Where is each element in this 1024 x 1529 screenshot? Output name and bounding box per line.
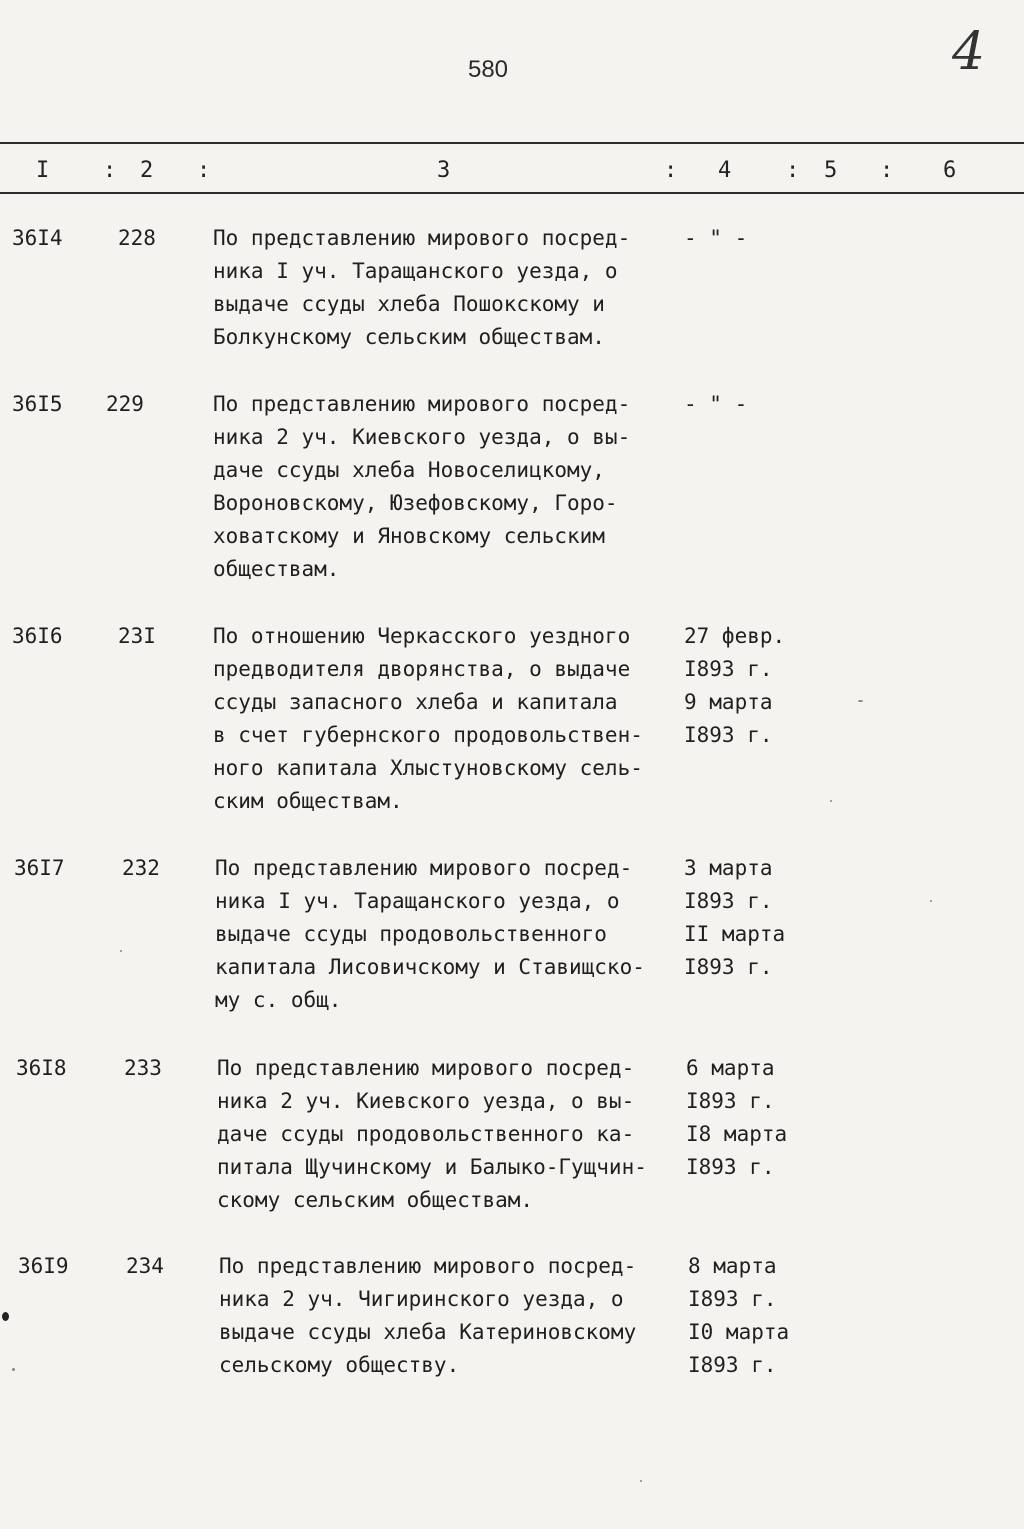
date-line: 8 марта [688,1254,777,1278]
description-line: ного капитала Хлыстуновскому сель- [213,756,643,780]
description-line: ника 2 уч. Чигиринского уезда, о [219,1287,624,1311]
date-line: I893 г. [684,657,773,681]
description-line: ника I уч. Таращанского уезда, о [213,259,618,283]
entry-description [217,1052,687,1217]
date-line: I893 г. [684,889,773,913]
scan-speck [858,700,863,702]
entry-number: 36I4 [12,226,63,250]
entry-sheet: 233 [124,1056,162,1080]
description-line: По представлению мирового посред- [219,1254,637,1278]
scan-speck [12,1368,15,1371]
description-line: ховатскому и Яновскому сельским [213,524,605,548]
description-line: даче ссуды продовольственного ка- [217,1122,635,1146]
description-line: предводителя дворянства, о выдаче [213,657,631,681]
description-line: Болкунскому сельским обществам. [213,325,605,349]
description-line: ским обществам. [213,789,403,813]
entry-description [213,620,683,818]
description-line: в счет губернского продовольствен- [213,723,643,747]
date-line: I893 г. [686,1089,775,1113]
entry-dates [686,1052,826,1184]
column-separator: : [880,158,894,183]
entry-sheet: 228 [118,226,156,250]
date-line: I893 г. [686,1155,775,1179]
date-line: - " - [684,392,748,416]
column-header-6: 6 [943,158,957,183]
description-line: По представлению мирового посред- [215,856,633,880]
date-line: I893 г. [684,955,773,979]
entry-dates [684,620,824,752]
entry-sheet: 229 [106,392,144,416]
description-line: капитала Лисовичскому и Ставищско- [215,955,645,979]
column-header-4: 4 [718,158,732,183]
column-header-1: I [36,158,50,183]
entry-dates [688,1250,828,1382]
scan-speck [640,1480,642,1482]
date-line: 6 марта [686,1056,775,1080]
column-separator: : [197,158,211,183]
description-line: По представлению мирового посред- [213,392,631,416]
entry-number: 36I8 [16,1056,67,1080]
description-line: питала Щучинскому и Балыко-Гущчин- [217,1155,647,1179]
folio-number: 4 [952,22,986,82]
entry-description [215,852,685,1017]
entry-number: 36I5 [12,392,63,416]
header-rule-top [0,142,1024,144]
description-line: сельскому обществу. [219,1353,460,1377]
column-separator: : [103,158,117,183]
date-line: I893 г. [688,1287,777,1311]
description-line: му с. общ. [215,988,342,1012]
entry-number: 36I6 [12,624,63,648]
description-line: выдаче ссуды хлеба Пошокскому и [213,292,605,316]
description-line: ника 2 уч. Киевского уезда, о вы- [213,425,631,449]
header-rule-bottom [0,192,1024,194]
description-line: обществам. [213,557,340,581]
date-line: II марта [684,922,786,946]
column-separator: : [786,158,800,183]
description-line: скому сельским обществам. [217,1188,534,1212]
entry-dates [684,852,824,984]
entry-sheet: 23I [118,624,156,648]
column-header-5: 5 [824,158,838,183]
description-line: Вороновскому, Юзефовскому, Горо- [213,491,618,515]
description-line: По представлению мирового посред- [217,1056,635,1080]
entry-dates [684,222,824,255]
description-line: По отношению Черкасского уездного [213,624,631,648]
column-header-3: 3 [437,158,451,183]
date-line: 3 марта [684,856,773,880]
scan-speck [120,950,122,952]
scan-speck [830,800,832,802]
date-line: - " - [684,226,748,250]
entry-sheet: 234 [126,1254,164,1278]
entry-dates [684,388,824,421]
entry-number: 36I7 [14,856,65,880]
entry-description [213,388,683,586]
column-header-2: 2 [140,158,154,183]
date-line: I8 марта [686,1122,788,1146]
page-number: 580 [467,56,509,83]
description-line: выдаче ссуды продовольственного [215,922,607,946]
scan-speck [2,1312,9,1321]
description-line: ссуды запасного хлеба и капитала [213,690,618,714]
description-line: ника 2 уч. Киевского уезда, о вы- [217,1089,635,1113]
entry-description [213,222,683,354]
description-line: ника I уч. Таращанского уезда, о [215,889,620,913]
description-line: выдаче ссуды хлеба Катериновскому [219,1320,637,1344]
scan-speck [930,900,932,902]
entry-sheet: 232 [122,856,160,880]
entry-description [219,1250,689,1382]
description-line: даче ссуды хлеба Новоселицкому, [213,458,605,482]
column-separator: : [664,158,678,183]
date-line: I893 г. [684,723,773,747]
date-line: 9 марта [684,690,773,714]
date-line: I893 г. [688,1353,777,1377]
entry-number: 36I9 [18,1254,69,1278]
description-line: По представлению мирового посред- [213,226,631,250]
date-line: 27 февр. [684,624,786,648]
date-line: I0 марта [688,1320,790,1344]
